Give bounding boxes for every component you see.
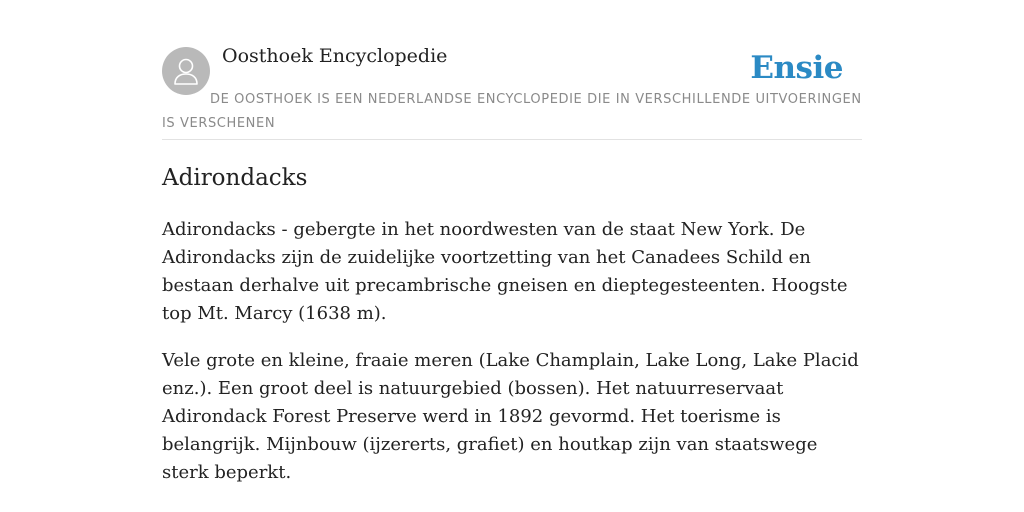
brand-logo[interactable]: Ensie — [750, 50, 843, 86]
article-paragraph: Adirondacks - gebergte in het noordwesten van de staat New York. De Adirondacks zijn de zuidelijke voortzetting van het Canadees Schild en bestaan derhalve uit precambrische gneisen en dieptegesteenten. Hoogste top Mt. Marcy (1638 m). — [162, 219, 848, 324]
source-title[interactable]: Oosthoek Encyclopedie — [222, 45, 448, 67]
article-paragraph: Vele grote en kleine, fraaie meren (Lake Champlain, Lake Long, Lake Placid enz.). Een groot deel is natuurgebied (bossen). Het natuurreservaat Adirondack Forest Preserve werd in 1892 gevormd. Het toerisme is belangrijk. Mijnbouw (ijzererts, grafiet) en houtkap zijn van staatswege sterk beperkt. — [162, 350, 859, 483]
article-body — [162, 216, 862, 506]
content-container — [162, 0, 862, 483]
source-header — [162, 0, 862, 140]
article-title: Adirondacks — [162, 165, 308, 191]
source-description: DE OOSTHOEK IS EEN NEDERLANDSE ENCYCLOPEDIE DIE IN VERSCHILLENDE UITVOERINGEN IS VERSCHENEN — [162, 92, 862, 131]
